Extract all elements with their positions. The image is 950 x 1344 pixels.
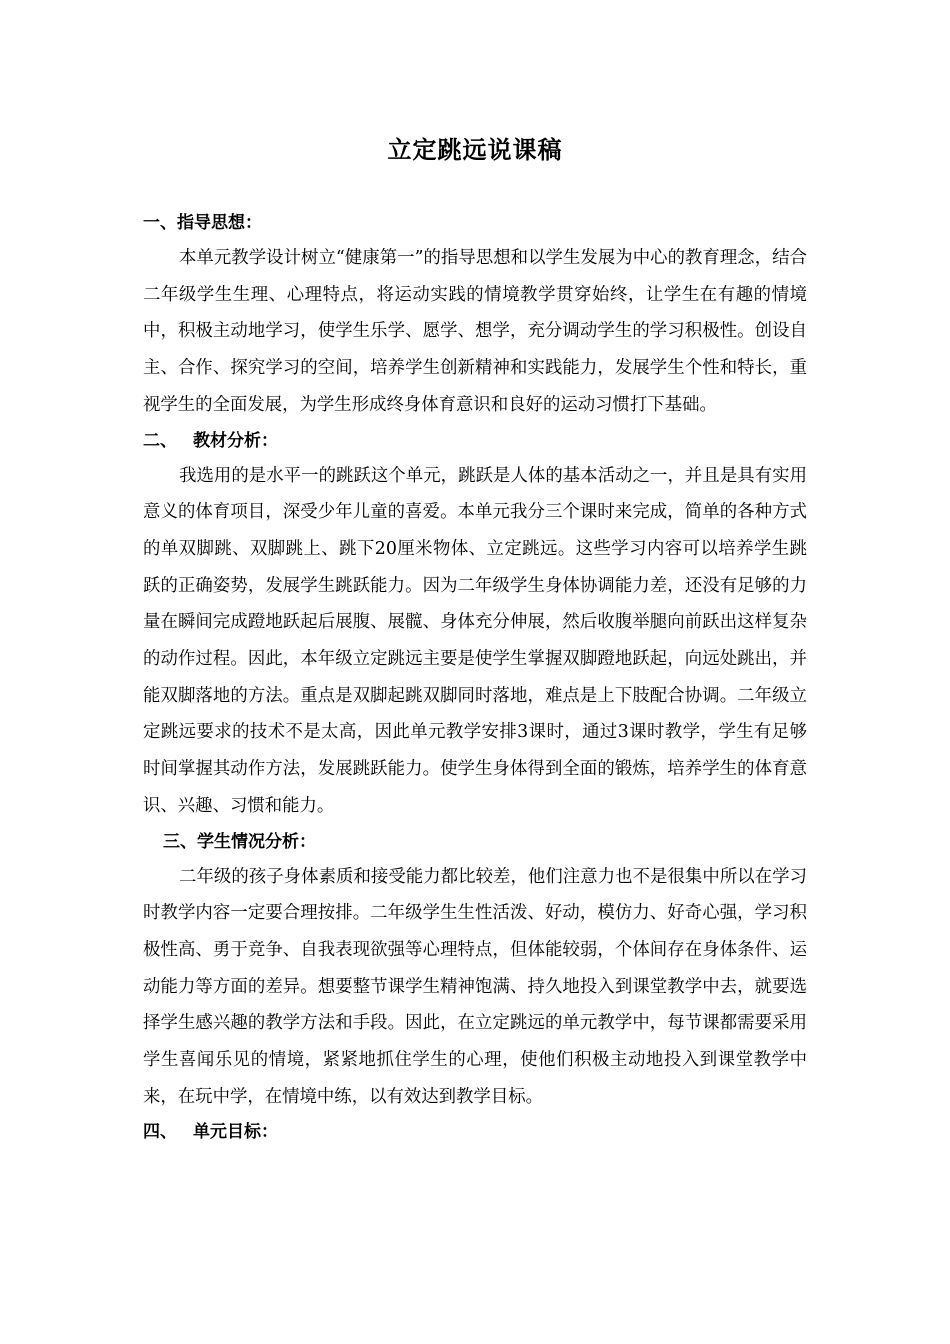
section-heading-text: 单元目标： <box>193 1122 278 1143</box>
section-material-analysis <box>143 424 807 825</box>
section-student-analysis <box>143 825 807 1116</box>
section-unit-objectives <box>143 1115 807 1149</box>
section-paragraph: 二年级的孩子身体素质和接受能力都比较差，他们注意力也不是很集中所以在学习时教学内容一定要合理按排。二年级学生生性活泼、好动，模仿力、好奇心强，学习积极性高、勇于竞争、自我表现欲强等心理特点，但体能较弱，个体间存在身体条件、运动能力等方面的差异。想要整节课学生精神饱满、持久地投入到课堂教学中去，就要选择学生感兴趣的教学方法和手段。因此，在立定跳远的单元教学中，每节课都需要采用学生喜闻乐见的情境，紧紧地抓住学生的心理，使他们积极主动地投入到课堂教学中来，在玩中学，在情境中练，以有效达到教学目标。 <box>143 866 807 1107</box>
document-title: 立定跳远说课稿 <box>387 136 563 164</box>
section-heading-text: 学生情况分析： <box>197 831 316 852</box>
section-number: 二、 <box>143 430 177 451</box>
section-number: 四、 <box>143 1122 177 1143</box>
section-heading <box>143 424 807 458</box>
section-number: 一、 <box>143 213 177 233</box>
section-heading <box>143 206 807 240</box>
section-heading-text: 指导思想： <box>177 213 262 233</box>
section-heading-text: 教材分析： <box>193 430 278 451</box>
section-paragraph: 我选用的是水平一的跳跃这个单元，跳跃是人体的基本活动之一，并且是具有实用意义的体育项目，深受少年儿童的喜爱。本单元我分三个课时来完成，简单的各种方式的单双脚跳、双脚跳上、跳下20厘米物体、立定跳远。这些学习内容可以培养学生跳跃的正确姿势，发展学生跳跃能力。因为二年级学生身体协调能力差，还没有足够的力量在瞬间完成蹬地跃起后展腹、展髋、身体充分伸展，然后收腹举腿向前跃出这样复杂的动作过程。因此，本年级立定跳远主要是使学生掌握双脚蹬地跃起，向远处跳出，并能双脚落地的方法。重点是双脚起跳双脚同时落地，难点是上下肢配合协调。二年级立定跳远要求的技术不是太高，因此单元教学安排3课时，通过3课时教学，学生有足够时间掌握其动作方法，发展跳跃能力。使学生身体得到全面的锻炼，培养学生的体育意识、兴趣、习惯和能力。 <box>143 465 807 816</box>
section-heading <box>143 1115 807 1149</box>
section-number: 三、 <box>163 831 197 852</box>
section-guiding-ideology <box>143 206 807 424</box>
section-heading <box>143 825 807 859</box>
section-paragraph: 本单元教学设计树立“健康第一”的指导思想和以学生发展为中心的教育理念，结合二年级学生生理、心理特点，将运动实践的情境教学贯穿始终，让学生在有趣的情境中，积极主动地学习，使学生乐学、愿学、想学，充分调动学生的学习积极性。创设自主、合作、探究学习的空间，培养学生创新精神和实践能力，发展学生个性和特长，重视学生的全面发展，为学生形成终身体育意识和良好的运动习惯打下基础。 <box>143 248 807 415</box>
